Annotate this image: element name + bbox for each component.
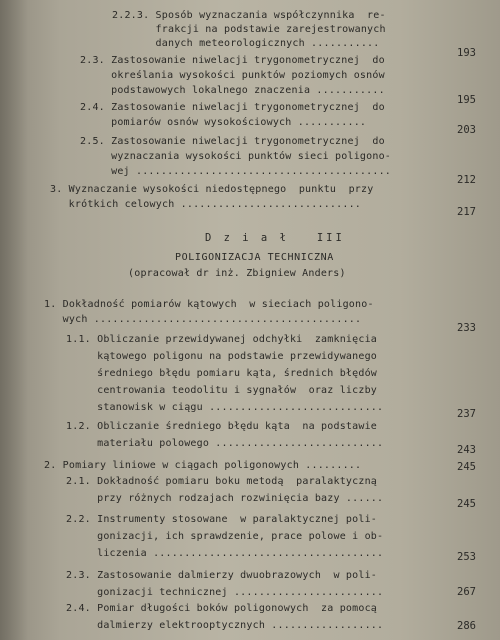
toc-line: stanowisk w ciągu ............................ — [66, 402, 384, 413]
page-number: 193 — [457, 47, 476, 59]
toc-line: krótkich celowych ............................. — [50, 199, 362, 210]
toc-line: 2.2.3. Sposób wyznaczania współczynnika re- — [112, 10, 386, 21]
toc-line: wyznaczania wysokości punktów sieci poligono- — [80, 151, 392, 162]
toc-line: średniego błędu pomiaru kąta, średnich błędów — [66, 368, 378, 379]
toc-line: wej ......................................... — [80, 166, 392, 177]
section-author: (opracował dr inż. Zbigniew Anders) — [128, 268, 346, 279]
toc-line: 2.5. Zastosowanie niwelacji trygonometrycznej do — [80, 136, 385, 147]
toc-line: dalmierzy elektrooptycznych .................. — [66, 620, 384, 631]
page-shadow — [0, 0, 28, 640]
page-number: 212 — [457, 174, 476, 186]
toc-line: 2.3. Zastosowanie dalmierzy dwuobrazowych w poli- — [66, 570, 378, 581]
toc-line: 1. Dokładność pomiarów kątowych w sieciach poligono- — [44, 299, 374, 310]
page-number: 195 — [457, 94, 476, 106]
page-number: 217 — [457, 206, 476, 218]
page-number: 253 — [457, 551, 476, 563]
page-number: 286 — [457, 620, 476, 632]
toc-line: przy różnych rodzajach rozwinięcia bazy ...... — [66, 493, 384, 504]
toc-line: centrowania teodolitu i sygnałów oraz liczby — [66, 385, 378, 396]
toc-line: gonizacji, ich sprawdzenie, prace polowe i ob- — [66, 531, 384, 542]
section-title: POLIGONIZACJA TECHNICZNA — [175, 252, 334, 263]
page-number: 245 — [457, 461, 476, 473]
page-number: 237 — [457, 408, 476, 420]
toc-line: 2.1. Dokładność pomiaru boku metodą paralaktyczną — [66, 476, 378, 487]
toc-line: wych ........................................... — [44, 314, 362, 325]
toc-line: kątowego poligonu na podstawie przewidywanego — [66, 351, 378, 362]
toc-line: 1.2. Obliczanie średniego błędu kąta na podstawie — [66, 421, 378, 432]
toc-line: 2. Pomiary liniowe w ciągach poligonowych ......... — [44, 460, 362, 471]
page-number: 233 — [457, 322, 476, 334]
section-dzial: D z i a ł III — [205, 232, 345, 244]
page-number: 203 — [457, 124, 476, 136]
toc-line: frakcji na podstawie zarejestrowanych — [112, 24, 386, 35]
toc-line: 2.3. Zastosowanie niwelacji trygonometrycznej do — [80, 55, 385, 66]
toc-line: 2.2. Instrumenty stosowane w paralaktycznej poli- — [66, 514, 378, 525]
toc-line: 2.4. Zastosowanie niwelacji trygonometrycznej do — [80, 102, 385, 113]
toc-line: liczenia ..................................... — [66, 548, 384, 559]
page-number: 243 — [457, 444, 476, 456]
toc-line: określania wysokości punktów poziomych osnów — [80, 70, 385, 81]
toc-line: pomiarów osnów wysokościowych ........... — [80, 117, 367, 128]
toc-line: 2.4. Pomiar długości boków poligonowych za pomocą — [66, 603, 378, 614]
toc-line: 1.1. Obliczanie przewidywanej odchyłki zamknięcia — [66, 334, 378, 345]
page-number: 245 — [457, 498, 476, 510]
toc-line: materiału polowego ........................... — [66, 438, 384, 449]
toc-line: podstawowych lokalnego znaczenia ........... — [80, 85, 385, 96]
toc-line: gonizacji technicznej ........................ — [66, 587, 384, 598]
toc-line: danych meteorologicznych ........... — [112, 38, 380, 49]
page-number: 267 — [457, 586, 476, 598]
toc-line: 3. Wyznaczanie wysokości niedostępnego punktu przy — [50, 184, 374, 195]
